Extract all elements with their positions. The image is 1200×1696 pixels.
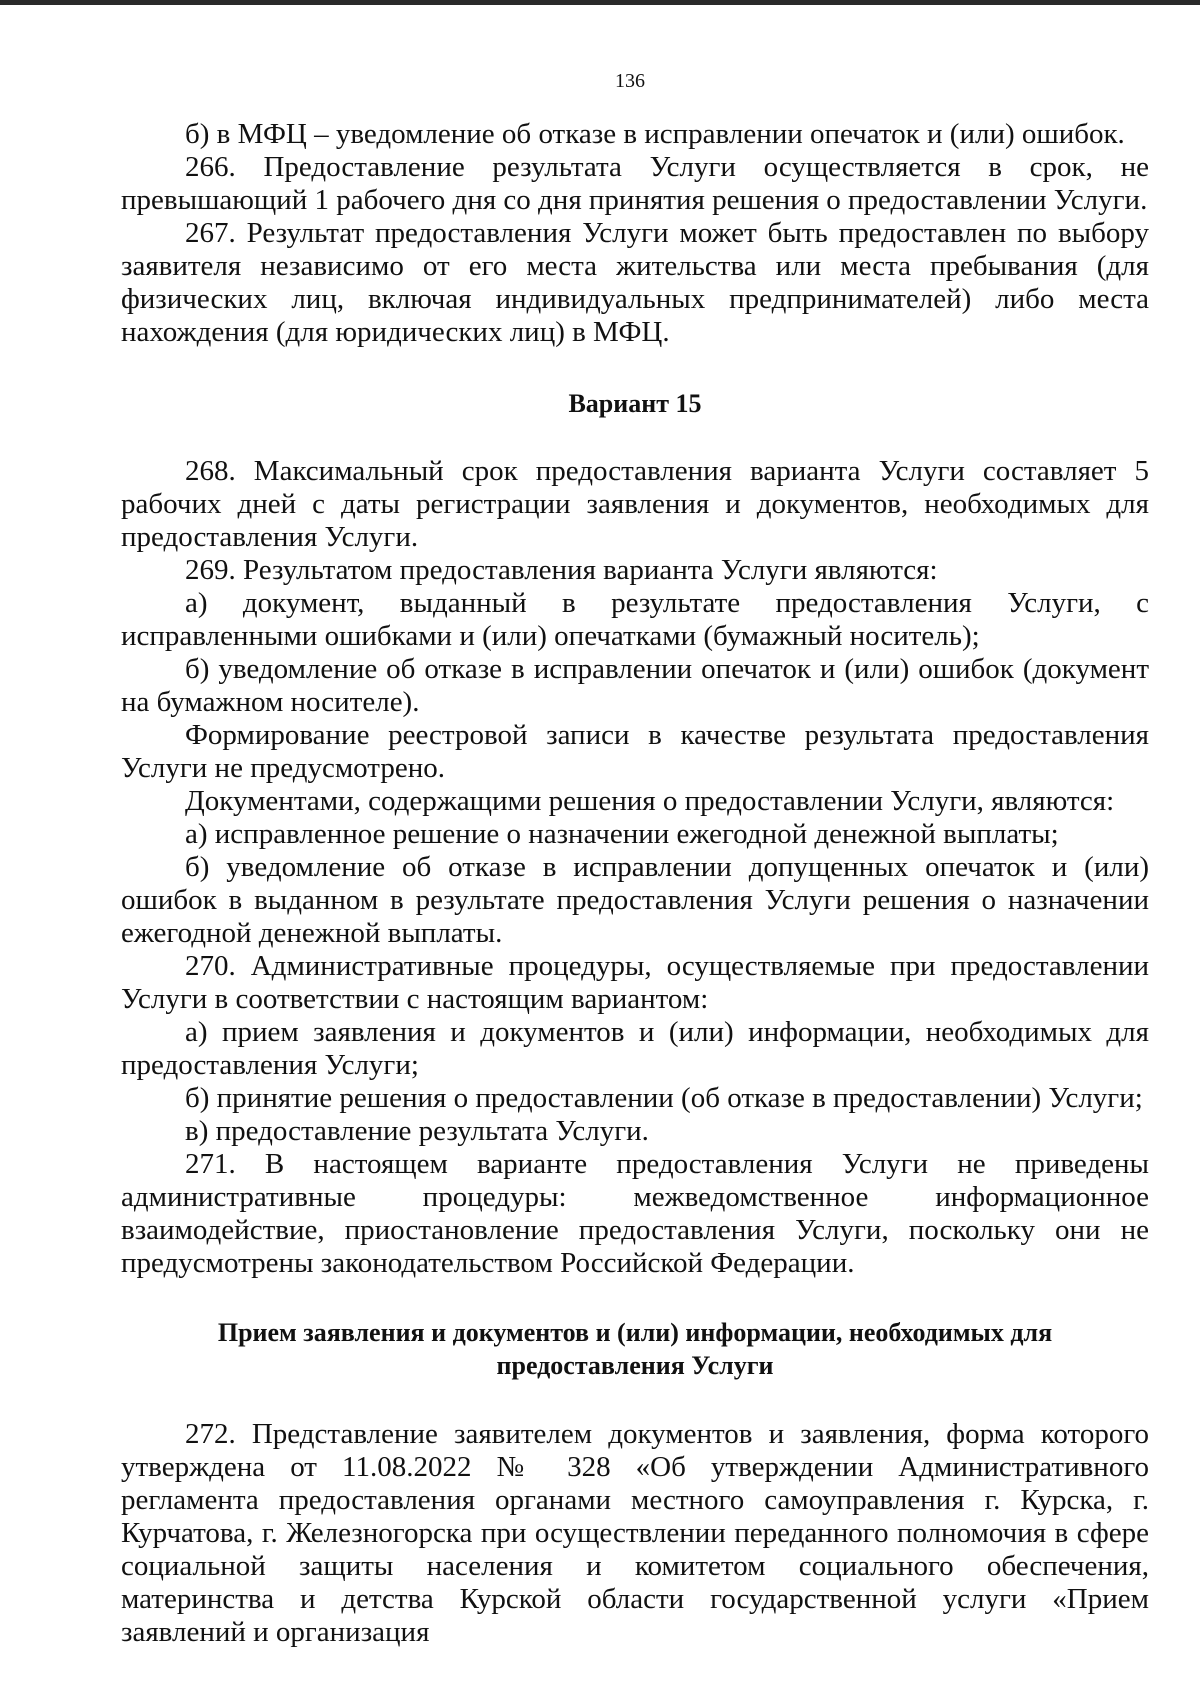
heading-line-2: предоставления Услуги: [496, 1351, 774, 1380]
paragraph-decision-documents: Документами, содержащими решения о предоставлении Услуги, являются:: [185, 785, 1115, 817]
scan-top-edge: [0, 0, 1200, 5]
list-item-decision-a: а) исправленное решение о назначении ежегодной денежной выплаты;: [185, 818, 1059, 850]
paragraph-272: 272. Представление заявителем документов и заявления, форма которого утверждена от 11.08.2022 № 328 «Об утверждении Административного регламента предоставления органами местного самоуправления г. Курска, г. Курчатова, г. Железногорска при осуществлении переданного полномочия в сфере социальной защиты населения и комитетом социального обеспечения, материнства и детства Курской области государственной услуги «Прием заявлений и организация: [121, 1418, 1149, 1648]
heading-line-1: Прием заявления и документов и (или) информации, необходимых для: [217, 1318, 1053, 1347]
list-item-269-a: а) документ, выданный в результате предоставления Услуги, с исправленными ошибками и (или) опечатками (бумажный носитель);: [121, 587, 1149, 652]
paragraph-269: 269. Результатом предоставления варианта Услуги являются:: [185, 554, 938, 586]
paragraph-268: 268. Максимальный срок предоставления варианта Услуги составляет 5 рабочих дней с даты регистрации заявления и документов, необходимых для предоставления Услуги.: [121, 455, 1149, 553]
document-page: [121, 66, 1149, 1649]
paragraphs-middle: [121, 455, 1149, 1280]
list-item-269-b: б) уведомление об отказе в исправлении опечаток и (или) ошибок (документ на бумажном носителе).: [121, 653, 1149, 718]
paragraphs-top: [121, 118, 1149, 349]
paragraph-267: 267. Результат предоставления Услуги может быть предоставлен по выбору заявителя независимо от его места жительства или места пребывания (для физических лиц, включая индивидуальных предпринимателей) либо места нахождения (для юридических лиц) в МФЦ.: [121, 217, 1149, 348]
paragraph-271: 271. В настоящем варианте предоставления Услуги не приведены административные процедуры: межведомственное информационное взаимодействие, приостановление предоставления Услуги, поскольку они не предусмотрены законодательством Российской Федерации.: [121, 1148, 1149, 1279]
list-item-270-b: б) принятие решения о предоставлении (об отказе в предоставлении) Услуги;: [185, 1082, 1143, 1114]
paragraph-270: 270. Административные процедуры, осуществляемые при предоставлении Услуги в соответствии с настоящим вариантом:: [121, 950, 1149, 1015]
paragraph-266: 266. Предоставление результата Услуги осуществляется в срок, не превышающий 1 рабочего дня со дня принятия решения о предоставлении Услуги.: [121, 151, 1149, 216]
list-item-270-a: а) прием заявления и документов и (или) информации, необходимых для предоставления Услуги;: [121, 1016, 1149, 1081]
section-heading-application-intake: [121, 1316, 1149, 1382]
paragraphs-bottom: [121, 1418, 1149, 1649]
list-item-270-c: в) предоставление результата Услуги.: [185, 1115, 649, 1147]
list-item-decision-b: б) уведомление об отказе в исправлении допущенных опечаток и (или) ошибок в выданном в результате предоставления Услуги решения о назначении ежегодной денежной выплаты.: [121, 851, 1149, 949]
section-heading-variant-15: Вариант 15: [568, 389, 702, 418]
page-number: 136: [615, 70, 645, 92]
list-item-mfc-refusal: б) в МФЦ – уведомление об отказе в исправлении опечаток и (или) ошибок.: [185, 118, 1125, 150]
paragraph-registry-record: Формирование реестровой записи в качестве результата предоставления Услуги не предусмотрено.: [121, 719, 1149, 784]
